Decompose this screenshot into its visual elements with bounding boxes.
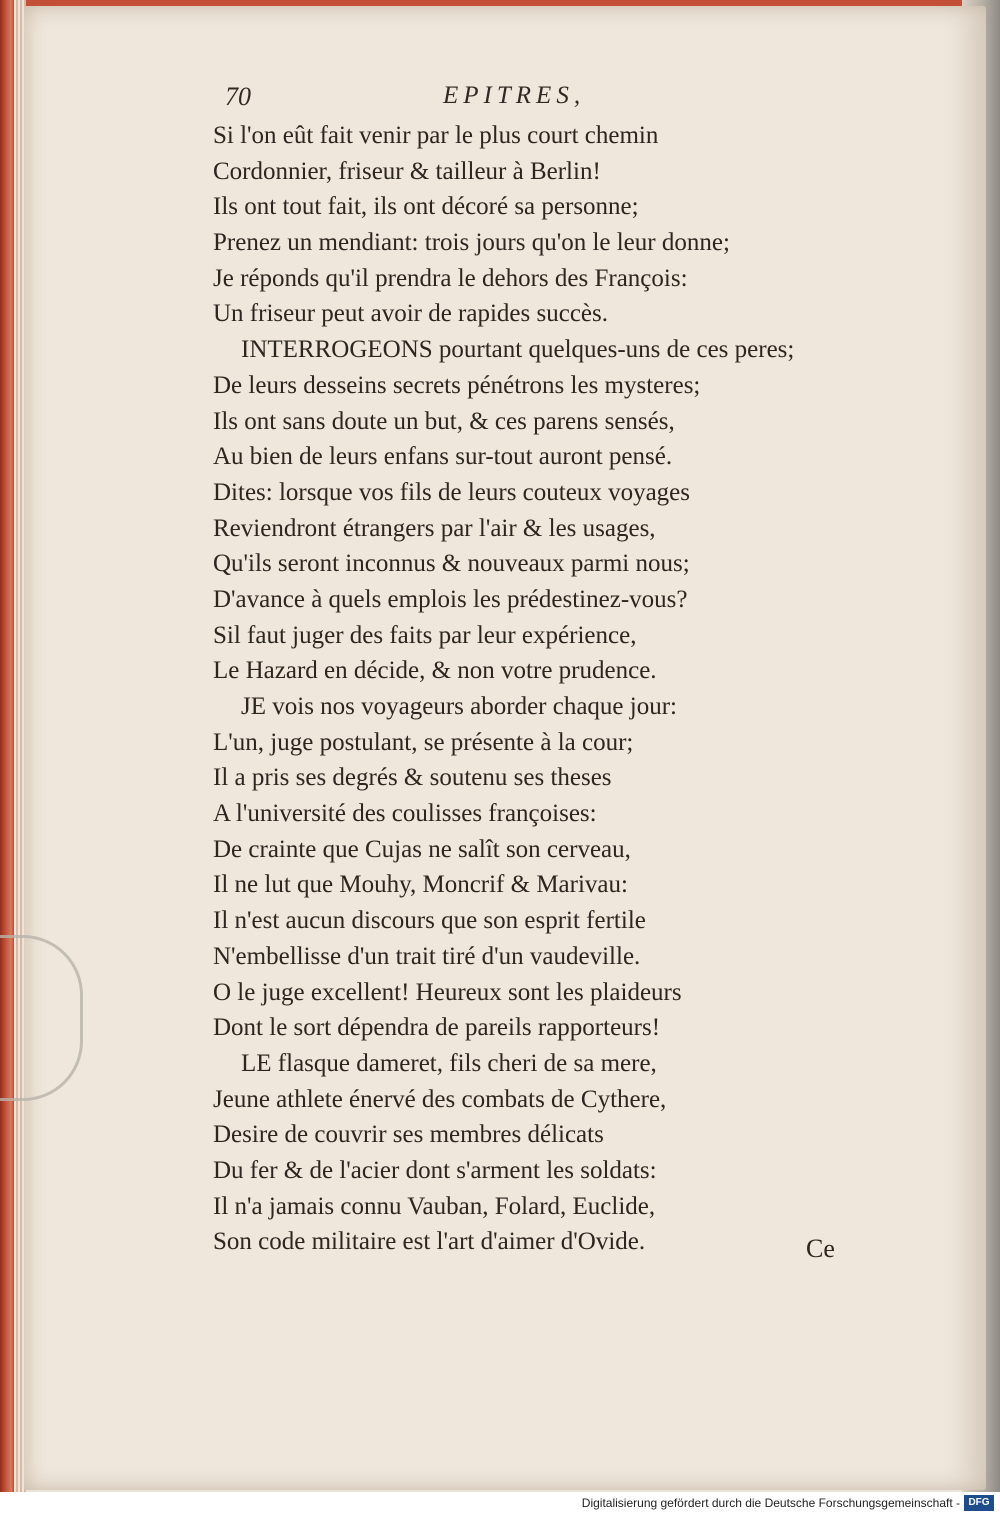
- text-line: Il n'est aucun discours que son esprit fertile: [213, 907, 646, 935]
- text-line: Cordonnier, friseur & tailleur à Berlin!: [213, 157, 601, 185]
- text-line: De crainte que Cujas ne salît son cerveau,: [213, 835, 631, 863]
- text-line: JE vois nos voyageurs aborder chaque jour:: [241, 693, 677, 720]
- page-number: 70: [225, 82, 251, 111]
- text-line: Son code militaire est l'art d'aimer d'Ovide.: [213, 1228, 646, 1256]
- text-line: Il n'a jamais connu Vauban, Folard, Euclide,: [213, 1192, 656, 1220]
- text-line: Dont le sort dépendra de pareils rapporteurs!: [213, 1014, 661, 1042]
- text-line: L'un, juge postulant, se présente à la cour;: [213, 728, 634, 756]
- footer-credit: Digitalisierung gefördert durch die Deutsche Forschungsgemeinschaft -: [581, 1496, 960, 1510]
- page-clip: [0, 935, 83, 1101]
- text-line: Je réponds qu'il prendra le dehors des François:: [213, 264, 688, 292]
- text-line: O le juge excellent! Heureux sont les plaideurs: [213, 978, 682, 1006]
- text-line: Le Hazard en décide, & non votre prudence.: [213, 657, 657, 685]
- catchword: Ce: [806, 1234, 835, 1263]
- text-line: Si l'on eût fait venir par le plus court chemin: [213, 122, 659, 149]
- text-line: D'avance à quels emplois les prédestinez-vous?: [213, 585, 688, 613]
- poem-text: [213, 118, 833, 1260]
- text-line: Jeune athlete énervé des combats de Cythere,: [213, 1085, 667, 1113]
- text-line: A l'université des coulisses françoises:: [213, 800, 597, 828]
- book-fore-edge: [0, 0, 14, 1492]
- text-line: Il a pris ses degrés & soutenu ses theses: [213, 764, 612, 792]
- text-line: Au bien de leurs enfans sur-tout auront pensé.: [213, 443, 673, 471]
- text-line: Du fer & de l'acier dont s'arment les soldats:: [213, 1156, 657, 1184]
- text-line: Prenez un mendiant: trois jours qu'on le leur donne;: [213, 229, 730, 257]
- text-line: Sil faut juger des faits par leur expérience,: [213, 621, 637, 649]
- text-line: De leurs desseins secrets pénétrons les mysteres;: [213, 371, 701, 399]
- text-line: N'embellisse d'un trait tiré d'un vaudeville.: [213, 942, 641, 970]
- page-header: [225, 82, 645, 118]
- text-line: LE flasque dameret, fils cheri de sa mere,: [241, 1049, 657, 1077]
- text-line: Reviendront étrangers par l'air & les usages,: [213, 514, 656, 542]
- text-line: Qu'ils seront inconnus & nouveaux parmi nous;: [213, 550, 690, 578]
- text-line: Ils ont tout fait, ils ont décoré sa personne;: [213, 193, 639, 221]
- footer-bar: [0, 1492, 1000, 1516]
- text-line: Un friseur peut avoir de rapides succès.: [213, 300, 608, 328]
- text-line: Il ne lut que Mouhy, Moncrif & Marivau:: [213, 871, 628, 899]
- text-line: Ils ont sans doute un but, & ces parens sensés,: [213, 407, 675, 435]
- text-line: Desire de couvrir ses membres délicats: [213, 1121, 604, 1149]
- running-head: EPITRES,: [443, 82, 586, 109]
- dfg-logo: DFG: [964, 1495, 994, 1511]
- text-line: Dites: lorsque vos fils de leurs couteux voyages: [213, 478, 690, 506]
- text-line: INTERROGEONS pourtant quelques-uns de ces peres;: [241, 336, 795, 364]
